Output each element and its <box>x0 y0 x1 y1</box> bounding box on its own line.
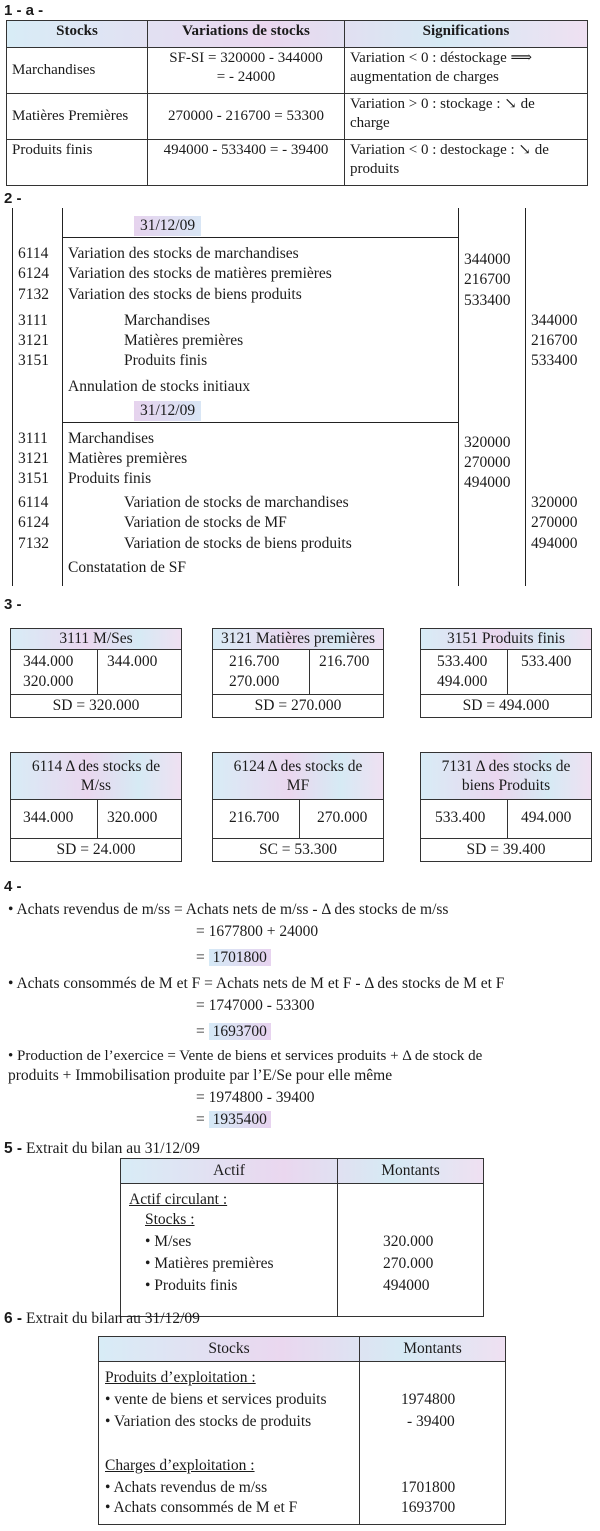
equals-sign: = <box>196 1111 205 1128</box>
section-title: Extrait du bilan au 31/12/09 <box>25 1310 200 1327</box>
item-label: • Achats revendus de m/ss <box>105 1479 268 1496</box>
credit-amount: 494.000 <box>521 809 572 826</box>
debit-amount: 320.000 <box>23 673 74 690</box>
debit-amount: 533.400 <box>437 653 488 670</box>
t-account <box>420 628 592 718</box>
row-var: SF-SI = 320000 - 344000 <box>169 50 323 66</box>
entry-label: Marchandises <box>68 430 155 447</box>
account-number: 6114 <box>18 494 49 511</box>
credit-amount: 320000 <box>531 494 578 511</box>
journal-line <box>62 208 63 586</box>
formula-line: • Achats consommés de M et F = Achats nets de M et F - Δ des stocks de M et F <box>8 975 505 992</box>
formula-result: 1935400 <box>209 1111 271 1128</box>
entry-note: Constatation de SF <box>68 559 186 576</box>
section-4-label: 4 - <box>4 878 22 895</box>
t-account <box>420 752 592 862</box>
row-var: = - 24000 <box>216 69 276 85</box>
account-number: 7132 <box>18 286 49 303</box>
col-montants: Montants <box>403 1340 462 1357</box>
account-number: 3121 <box>18 450 49 467</box>
table-row <box>7 94 588 140</box>
item-amount: 270.000 <box>383 1255 434 1272</box>
item-amount: 320.000 <box>383 1233 434 1250</box>
col-stocks: Stocks <box>99 1337 360 1361</box>
t-account <box>10 628 182 718</box>
credit-amount: 533.400 <box>521 653 572 670</box>
item-amount: 1693700 <box>401 1499 456 1516</box>
account-number: 3151 <box>18 470 49 487</box>
equals-sign: = <box>196 1023 205 1040</box>
entry-note: Annulation de stocks initiaux <box>68 378 251 395</box>
row-sig: Variation < 0 : déstockage ⟹ <box>350 50 532 66</box>
entry-label: Variation des stocks de matières premières <box>68 265 332 282</box>
entry-label: Produits finis <box>124 352 208 369</box>
debit-amount: 344000 <box>464 251 511 268</box>
item-label: • vente de biens et services produits <box>105 1391 327 1408</box>
debit-amount: 216.700 <box>229 653 280 670</box>
account-number: 7132 <box>18 535 49 552</box>
group-subtitle: Stocks : <box>145 1211 195 1228</box>
debit-amount: 270.000 <box>229 673 280 690</box>
col-montants: Montants <box>381 1162 440 1179</box>
t-account-title: 3111 M/Ses <box>10 628 182 650</box>
group-title: Charges d’exploitation : <box>105 1457 255 1474</box>
debit-amount: 344.000 <box>23 809 74 826</box>
section-2-label: 2 - <box>4 190 22 207</box>
formula-result: 1693700 <box>209 1023 271 1040</box>
entry-label: Variation de stocks de marchandises <box>124 494 349 511</box>
row-stock: Matières Premières <box>7 94 148 140</box>
t-account-title: 3151 Produits finis <box>420 628 592 650</box>
row-stock: Produits finis <box>7 140 148 186</box>
journal-line <box>458 208 459 586</box>
debit-amount: 494000 <box>464 474 511 491</box>
row-var: 494000 - 533400 = - 39400 <box>148 140 345 186</box>
table-row <box>7 140 588 186</box>
group-title: Actif circulant : <box>129 1191 228 1208</box>
formula-line: • Production de l’exercice = Vente de biens et services produits + Δ de stock de <box>8 1048 483 1064</box>
t-account-title: 7131 Δ des stocks de <box>441 758 571 775</box>
row-sig: charge <box>350 115 390 131</box>
row-sig: Variation > 0 : stockage : ↘ de <box>350 96 535 112</box>
t-account <box>212 752 384 862</box>
t-account-balance: SD = 494.000 <box>420 694 592 718</box>
journal-line <box>525 208 526 586</box>
t-account-balance: SD = 39.400 <box>420 838 592 862</box>
row-sig: produits <box>350 161 400 177</box>
item-amount: 1974800 <box>401 1391 456 1408</box>
debit-amount: 320000 <box>464 434 511 451</box>
t-account-title: M/ss <box>80 777 112 794</box>
section-5-label: 5 - <box>4 1140 23 1157</box>
credit-amount: 270.000 <box>317 809 368 826</box>
entry-label: Variation des stocks de biens produits <box>68 286 302 303</box>
entry-label: Matières premières <box>124 332 244 349</box>
journal-line <box>12 208 13 586</box>
journal-date: 31/12/09 <box>134 401 201 421</box>
col-actif: Actif <box>121 1159 338 1183</box>
col-significations: Significations <box>345 21 588 48</box>
col-variations: Variations de stocks <box>148 21 345 48</box>
entry-label: Matières premières <box>68 450 188 467</box>
t-account <box>212 628 384 718</box>
t-account-balance: SD = 320.000 <box>10 694 182 718</box>
formula-line: = 1747000 - 53300 <box>196 997 315 1014</box>
journal-date: 31/12/09 <box>134 216 201 236</box>
credit-amount: 344000 <box>531 312 578 329</box>
equals-sign: = <box>196 949 205 966</box>
debit-amount: 533.400 <box>435 809 486 826</box>
t-account-balance: SD = 24.000 <box>10 838 182 862</box>
credit-amount: 270000 <box>531 514 578 531</box>
entry-label: Variation de stocks de MF <box>124 514 287 531</box>
credit-amount: 216.700 <box>319 653 370 670</box>
entry-label: Variation de stocks de biens produits <box>124 535 352 552</box>
item-amount: 1701800 <box>401 1479 456 1496</box>
row-sig: augmentation de charges <box>350 69 499 85</box>
credit-amount: 216700 <box>531 332 578 349</box>
credit-amount: 344.000 <box>107 653 158 670</box>
journal-separator <box>62 422 458 423</box>
t-account-title: 3121 Matières premières <box>212 628 384 650</box>
col-stocks: Stocks <box>7 21 148 48</box>
credit-amount: 533400 <box>531 352 578 369</box>
entry-label: Variation des stocks de marchandises <box>68 245 299 262</box>
item-label: • Achats consommés de M et F <box>105 1499 298 1516</box>
formula-line: • Achats revendus de m/ss = Achats nets de m/ss - Δ des stocks de m/ss <box>8 901 449 918</box>
section-3-label: 3 - <box>4 596 22 613</box>
variations-table <box>6 20 588 186</box>
account-number: 3151 <box>18 352 49 369</box>
account-number: 3111 <box>18 430 48 447</box>
row-var: 270000 - 216700 = 53300 <box>148 94 345 140</box>
debit-amount: 494.000 <box>437 673 488 690</box>
item-label: • Matières premières <box>145 1255 274 1272</box>
credit-amount: 320.000 <box>107 809 158 826</box>
bilan-exploitation <box>98 1336 506 1525</box>
item-label: • Variation des stocks de produits <box>105 1413 312 1430</box>
section-6-label: 6 - <box>4 1310 23 1327</box>
table-row <box>7 48 588 94</box>
formula-line: produits + Immobilisation produite par l’E/Se pour elle même <box>8 1067 393 1084</box>
debit-amount: 216.700 <box>229 809 280 826</box>
t-account-title: 6124 Δ des stocks de <box>233 758 363 775</box>
section-1-label: 1 - a - <box>4 2 44 19</box>
credit-amount: 494000 <box>531 535 578 552</box>
section-title: Extrait du bilan au 31/12/09 <box>25 1140 200 1157</box>
item-label: • Produits finis <box>145 1277 238 1294</box>
entry-label: Marchandises <box>124 312 211 329</box>
t-account <box>10 752 182 862</box>
account-number: 6114 <box>18 245 49 262</box>
account-number: 3121 <box>18 332 49 349</box>
debit-amount: 216700 <box>464 271 511 288</box>
group-title: Produits d’exploitation : <box>105 1369 256 1386</box>
row-sig: Variation < 0 : destockage : ↘ de <box>350 142 549 158</box>
item-amount: - 39400 <box>407 1413 455 1430</box>
t-account-title: MF <box>286 777 310 794</box>
t-account-title: biens Produits <box>461 777 551 794</box>
item-amount: 494000 <box>383 1277 430 1294</box>
debit-amount: 344.000 <box>23 653 74 670</box>
account-number: 6124 <box>18 514 49 531</box>
item-label: • M/ses <box>145 1233 192 1250</box>
bilan-actif <box>120 1158 484 1317</box>
row-stock: Marchandises <box>7 48 148 94</box>
journal-separator <box>62 237 458 238</box>
formula-line: = 1677800 + 24000 <box>196 923 319 940</box>
account-number: 3111 <box>18 312 48 329</box>
t-account-balance: SC = 53.300 <box>212 838 384 862</box>
account-number: 6124 <box>18 265 49 282</box>
formula-result: 1701800 <box>209 949 271 966</box>
entry-label: Produits finis <box>68 470 152 487</box>
t-account-balance: SD = 270.000 <box>212 694 384 718</box>
formula-line: = 1974800 - 39400 <box>196 1089 315 1106</box>
debit-amount: 270000 <box>464 454 511 471</box>
debit-amount: 533400 <box>464 292 511 309</box>
t-account-title: 6114 Δ des stocks de <box>31 758 161 775</box>
